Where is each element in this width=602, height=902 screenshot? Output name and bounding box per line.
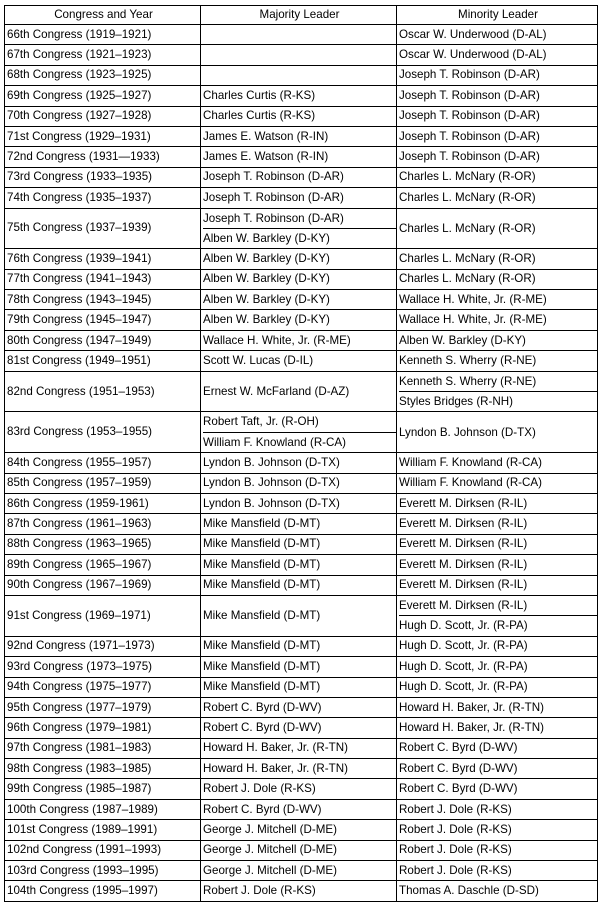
table-row bbox=[5, 65, 598, 85]
table-row bbox=[5, 126, 598, 146]
table-row bbox=[5, 697, 598, 717]
majority-leader-cell bbox=[201, 208, 397, 249]
minority-leader-name: Hugh D. Scott, Jr. (R-PA) bbox=[399, 615, 597, 635]
congress-cell: 95th Congress (1977–1979) bbox=[5, 697, 201, 717]
minority-leader-name: Styles Bridges (R-NH) bbox=[399, 391, 597, 411]
minority-leader-cell: Robert J. Dole (R-KS) bbox=[397, 799, 598, 819]
table-row bbox=[5, 25, 598, 45]
header-row bbox=[5, 6, 598, 25]
congress-cell: 104th Congress (1995–1997) bbox=[5, 881, 201, 901]
header-majority: Majority Leader bbox=[201, 6, 397, 25]
majority-leader-cell bbox=[201, 25, 397, 45]
congress-cell: 85th Congress (1957–1959) bbox=[5, 473, 201, 493]
minority-leader-cell: Robert C. Byrd (D-WV) bbox=[397, 779, 598, 799]
minority-leader-name: Kenneth S. Wherry (R-NE) bbox=[399, 374, 537, 388]
minority-leader-cell bbox=[397, 208, 598, 249]
congress-cell: 98th Congress (1983–1985) bbox=[5, 759, 201, 779]
majority-leader-cell: George J. Mitchell (D-ME) bbox=[201, 861, 397, 881]
minority-leader-cell bbox=[397, 371, 598, 412]
minority-leader-cell: Hugh D. Scott, Jr. (R-PA) bbox=[397, 677, 598, 697]
table-row bbox=[5, 881, 598, 901]
majority-leader-cell: Scott W. Lucas (D-IL) bbox=[201, 351, 397, 371]
majority-leader-cell bbox=[201, 45, 397, 65]
table-row bbox=[5, 840, 598, 860]
minority-leader-cell: Hugh D. Scott, Jr. (R-PA) bbox=[397, 657, 598, 677]
table-row bbox=[5, 351, 598, 371]
table-row bbox=[5, 167, 598, 187]
majority-leader-cell: Robert J. Dole (R-KS) bbox=[201, 779, 397, 799]
minority-leader-cell: William F. Knowland (R-CA) bbox=[397, 453, 598, 473]
majority-leader-cell bbox=[201, 595, 397, 636]
majority-leader-cell: Robert C. Byrd (D-WV) bbox=[201, 697, 397, 717]
majority-leader-cell: Howard H. Baker, Jr. (R-TN) bbox=[201, 738, 397, 758]
table-row bbox=[5, 290, 598, 310]
congress-cell: 81st Congress (1949–1951) bbox=[5, 351, 201, 371]
majority-leader-cell: Mike Mansfield (D-MT) bbox=[201, 575, 397, 595]
majority-leader-cell bbox=[201, 412, 397, 453]
majority-leader-cell: Alben W. Barkley (D-KY) bbox=[201, 290, 397, 310]
majority-leader-cell: Lyndon B. Johnson (D-TX) bbox=[201, 473, 397, 493]
minority-leader-cell: Robert J. Dole (R-KS) bbox=[397, 840, 598, 860]
majority-leader-cell: Lyndon B. Johnson (D-TX) bbox=[201, 453, 397, 473]
minority-leader-cell: Thomas A. Daschle (D-SD) bbox=[397, 881, 598, 901]
congress-cell: 77th Congress (1941–1943) bbox=[5, 269, 201, 289]
congress-cell: 66th Congress (1919–1921) bbox=[5, 25, 201, 45]
majority-leader-name: Ernest W. McFarland (D-AZ) bbox=[203, 384, 350, 398]
congress-cell: 68th Congress (1923–1925) bbox=[5, 65, 201, 85]
congress-cell: 100th Congress (1987–1989) bbox=[5, 799, 201, 819]
minority-leader-cell: Joseph T. Robinson (D-AR) bbox=[397, 147, 598, 167]
congress-cell: 73rd Congress (1933–1935) bbox=[5, 167, 201, 187]
majority-leader-name: Alben W. Barkley (D-KY) bbox=[203, 228, 396, 248]
minority-leader-cell: Kenneth S. Wherry (R-NE) bbox=[397, 351, 598, 371]
table-row bbox=[5, 677, 598, 697]
table-row bbox=[5, 779, 598, 799]
table-row bbox=[5, 657, 598, 677]
congress-cell: 79th Congress (1945–1947) bbox=[5, 310, 201, 330]
minority-leader-cell bbox=[397, 412, 598, 453]
table-row bbox=[5, 310, 598, 330]
majority-leader-name: Robert Taft, Jr. (R-OH) bbox=[203, 415, 319, 429]
table-row bbox=[5, 86, 598, 106]
majority-leader-cell: Mike Mansfield (D-MT) bbox=[201, 555, 397, 575]
majority-leader-cell: Alben W. Barkley (D-KY) bbox=[201, 249, 397, 269]
congress-cell: 71st Congress (1929–1931) bbox=[5, 126, 201, 146]
table-header bbox=[5, 6, 598, 25]
minority-leader-cell: Robert J. Dole (R-KS) bbox=[397, 861, 598, 881]
minority-leader-cell: Robert C. Byrd (D-WV) bbox=[397, 738, 598, 758]
table-row bbox=[5, 208, 598, 249]
majority-leader-cell: James E. Watson (R-IN) bbox=[201, 126, 397, 146]
majority-leader-cell: Robert C. Byrd (D-WV) bbox=[201, 799, 397, 819]
minority-leader-cell: Hugh D. Scott, Jr. (R-PA) bbox=[397, 636, 598, 656]
congress-cell: 92nd Congress (1971–1973) bbox=[5, 636, 201, 656]
congress-cell: 88th Congress (1963–1965) bbox=[5, 534, 201, 554]
majority-leader-cell: Lyndon B. Johnson (D-TX) bbox=[201, 493, 397, 513]
table-row bbox=[5, 820, 598, 840]
minority-leader-cell: Wallace H. White, Jr. (R-ME) bbox=[397, 290, 598, 310]
minority-leader-cell: Joseph T. Robinson (D-AR) bbox=[397, 86, 598, 106]
majority-leader-name: Mike Mansfield (D-MT) bbox=[203, 609, 321, 623]
table-row bbox=[5, 147, 598, 167]
minority-leader-cell: Charles L. McNary (R-OR) bbox=[397, 188, 598, 208]
table-row bbox=[5, 188, 598, 208]
congress-cell: 67th Congress (1921–1923) bbox=[5, 45, 201, 65]
minority-leader-cell: Everett M. Dirksen (R-IL) bbox=[397, 493, 598, 513]
minority-leader-cell: Robert J. Dole (R-KS) bbox=[397, 820, 598, 840]
minority-leader-cell: Everett M. Dirksen (R-IL) bbox=[397, 534, 598, 554]
majority-leader-cell: Howard H. Baker, Jr. (R-TN) bbox=[201, 759, 397, 779]
congress-cell: 84th Congress (1955–1957) bbox=[5, 453, 201, 473]
congress-cell: 69th Congress (1925–1927) bbox=[5, 86, 201, 106]
table-row bbox=[5, 759, 598, 779]
majority-leader-cell: Mike Mansfield (D-MT) bbox=[201, 514, 397, 534]
table-row bbox=[5, 106, 598, 126]
minority-leader-cell: Everett M. Dirksen (R-IL) bbox=[397, 555, 598, 575]
minority-leader-cell: William F. Knowland (R-CA) bbox=[397, 473, 598, 493]
majority-leader-name: William F. Knowland (R-CA) bbox=[203, 432, 396, 452]
table-row bbox=[5, 493, 598, 513]
table-row bbox=[5, 738, 598, 758]
table-row bbox=[5, 473, 598, 493]
majority-leader-cell: Mike Mansfield (D-MT) bbox=[201, 534, 397, 554]
minority-leader-cell bbox=[397, 595, 598, 636]
minority-leader-cell: Everett M. Dirksen (R-IL) bbox=[397, 575, 598, 595]
minority-leader-cell: Oscar W. Underwood (D-AL) bbox=[397, 25, 598, 45]
majority-leader-cell: Charles Curtis (R-KS) bbox=[201, 86, 397, 106]
table-row bbox=[5, 718, 598, 738]
congress-cell: 74th Congress (1935–1937) bbox=[5, 188, 201, 208]
congress-cell: 99th Congress (1985–1987) bbox=[5, 779, 201, 799]
minority-leader-cell: Robert C. Byrd (D-WV) bbox=[397, 759, 598, 779]
majority-leader-cell: Joseph T. Robinson (D-AR) bbox=[201, 167, 397, 187]
table-row bbox=[5, 453, 598, 473]
congress-cell: 82nd Congress (1951–1953) bbox=[5, 371, 201, 412]
table-row bbox=[5, 269, 598, 289]
minority-leader-name: Charles L. McNary (R-OR) bbox=[399, 221, 536, 235]
congress-cell: 87th Congress (1961–1963) bbox=[5, 514, 201, 534]
table-body bbox=[5, 25, 598, 902]
minority-leader-cell: Joseph T. Robinson (D-AR) bbox=[397, 106, 598, 126]
header-congress: Congress and Year bbox=[5, 6, 201, 25]
congress-cell: 76th Congress (1939–1941) bbox=[5, 249, 201, 269]
table-row bbox=[5, 861, 598, 881]
minority-leader-cell: Charles L. McNary (R-OR) bbox=[397, 167, 598, 187]
majority-leader-name: Joseph T. Robinson (D-AR) bbox=[203, 211, 344, 225]
minority-leader-cell: Oscar W. Underwood (D-AL) bbox=[397, 45, 598, 65]
congress-leaders-table bbox=[4, 5, 598, 902]
congress-cell: 93rd Congress (1973–1975) bbox=[5, 657, 201, 677]
table-row bbox=[5, 412, 598, 453]
congress-cell: 80th Congress (1947–1949) bbox=[5, 330, 201, 350]
table-row bbox=[5, 555, 598, 575]
congress-cell: 78th Congress (1943–1945) bbox=[5, 290, 201, 310]
minority-leader-cell: Howard H. Baker, Jr. (R-TN) bbox=[397, 718, 598, 738]
majority-leader-cell: James E. Watson (R-IN) bbox=[201, 147, 397, 167]
congress-cell: 102nd Congress (1991–1993) bbox=[5, 840, 201, 860]
majority-leader-cell: Alben W. Barkley (D-KY) bbox=[201, 269, 397, 289]
majority-leader-cell: George J. Mitchell (D-ME) bbox=[201, 820, 397, 840]
minority-leader-cell: Charles L. McNary (R-OR) bbox=[397, 249, 598, 269]
congress-cell: 90th Congress (1967–1969) bbox=[5, 575, 201, 595]
majority-leader-cell: George J. Mitchell (D-ME) bbox=[201, 840, 397, 860]
congress-cell: 70th Congress (1927–1928) bbox=[5, 106, 201, 126]
majority-leader-cell: Robert J. Dole (R-KS) bbox=[201, 881, 397, 901]
majority-leader-cell bbox=[201, 65, 397, 85]
majority-leader-cell: Wallace H. White, Jr. (R-ME) bbox=[201, 330, 397, 350]
header-minority: Minority Leader bbox=[397, 6, 598, 25]
table-row bbox=[5, 799, 598, 819]
majority-leader-cell bbox=[201, 371, 397, 412]
minority-leader-cell: Joseph T. Robinson (D-AR) bbox=[397, 126, 598, 146]
minority-leader-cell: Everett M. Dirksen (R-IL) bbox=[397, 514, 598, 534]
congress-cell: 96th Congress (1979–1981) bbox=[5, 718, 201, 738]
congress-cell: 89th Congress (1965–1967) bbox=[5, 555, 201, 575]
table-row bbox=[5, 636, 598, 656]
table-row bbox=[5, 45, 598, 65]
majority-leader-cell: Mike Mansfield (D-MT) bbox=[201, 677, 397, 697]
congress-cell: 94th Congress (1975–1977) bbox=[5, 677, 201, 697]
minority-leader-cell: Joseph T. Robinson (D-AR) bbox=[397, 65, 598, 85]
minority-leader-name: Everett M. Dirksen (R-IL) bbox=[399, 598, 528, 612]
congress-cell: 97th Congress (1981–1983) bbox=[5, 738, 201, 758]
congress-cell: 91st Congress (1969–1971) bbox=[5, 595, 201, 636]
table-row bbox=[5, 330, 598, 350]
majority-leader-cell: Charles Curtis (R-KS) bbox=[201, 106, 397, 126]
congress-cell: 72nd Congress (1931—1933) bbox=[5, 147, 201, 167]
table-row bbox=[5, 249, 598, 269]
table-row bbox=[5, 595, 598, 636]
minority-leader-cell: Alben W. Barkley (D-KY) bbox=[397, 330, 598, 350]
table-row bbox=[5, 371, 598, 412]
minority-leader-name: Lyndon B. Johnson (D-TX) bbox=[399, 425, 536, 439]
minority-leader-cell: Charles L. McNary (R-OR) bbox=[397, 269, 598, 289]
majority-leader-cell: Mike Mansfield (D-MT) bbox=[201, 657, 397, 677]
majority-leader-cell: Alben W. Barkley (D-KY) bbox=[201, 310, 397, 330]
table-row bbox=[5, 534, 598, 554]
majority-leader-cell: Mike Mansfield (D-MT) bbox=[201, 636, 397, 656]
congress-cell: 101st Congress (1989–1991) bbox=[5, 820, 201, 840]
congress-cell: 86th Congress (1959-1961) bbox=[5, 493, 201, 513]
minority-leader-cell: Howard H. Baker, Jr. (R-TN) bbox=[397, 697, 598, 717]
congress-cell: 83rd Congress (1953–1955) bbox=[5, 412, 201, 453]
table-row bbox=[5, 575, 598, 595]
majority-leader-cell: Joseph T. Robinson (D-AR) bbox=[201, 188, 397, 208]
congress-cell: 103rd Congress (1993–1995) bbox=[5, 861, 201, 881]
congress-cell: 75th Congress (1937–1939) bbox=[5, 208, 201, 249]
minority-leader-cell: Wallace H. White, Jr. (R-ME) bbox=[397, 310, 598, 330]
majority-leader-cell: Robert C. Byrd (D-WV) bbox=[201, 718, 397, 738]
table-row bbox=[5, 514, 598, 534]
